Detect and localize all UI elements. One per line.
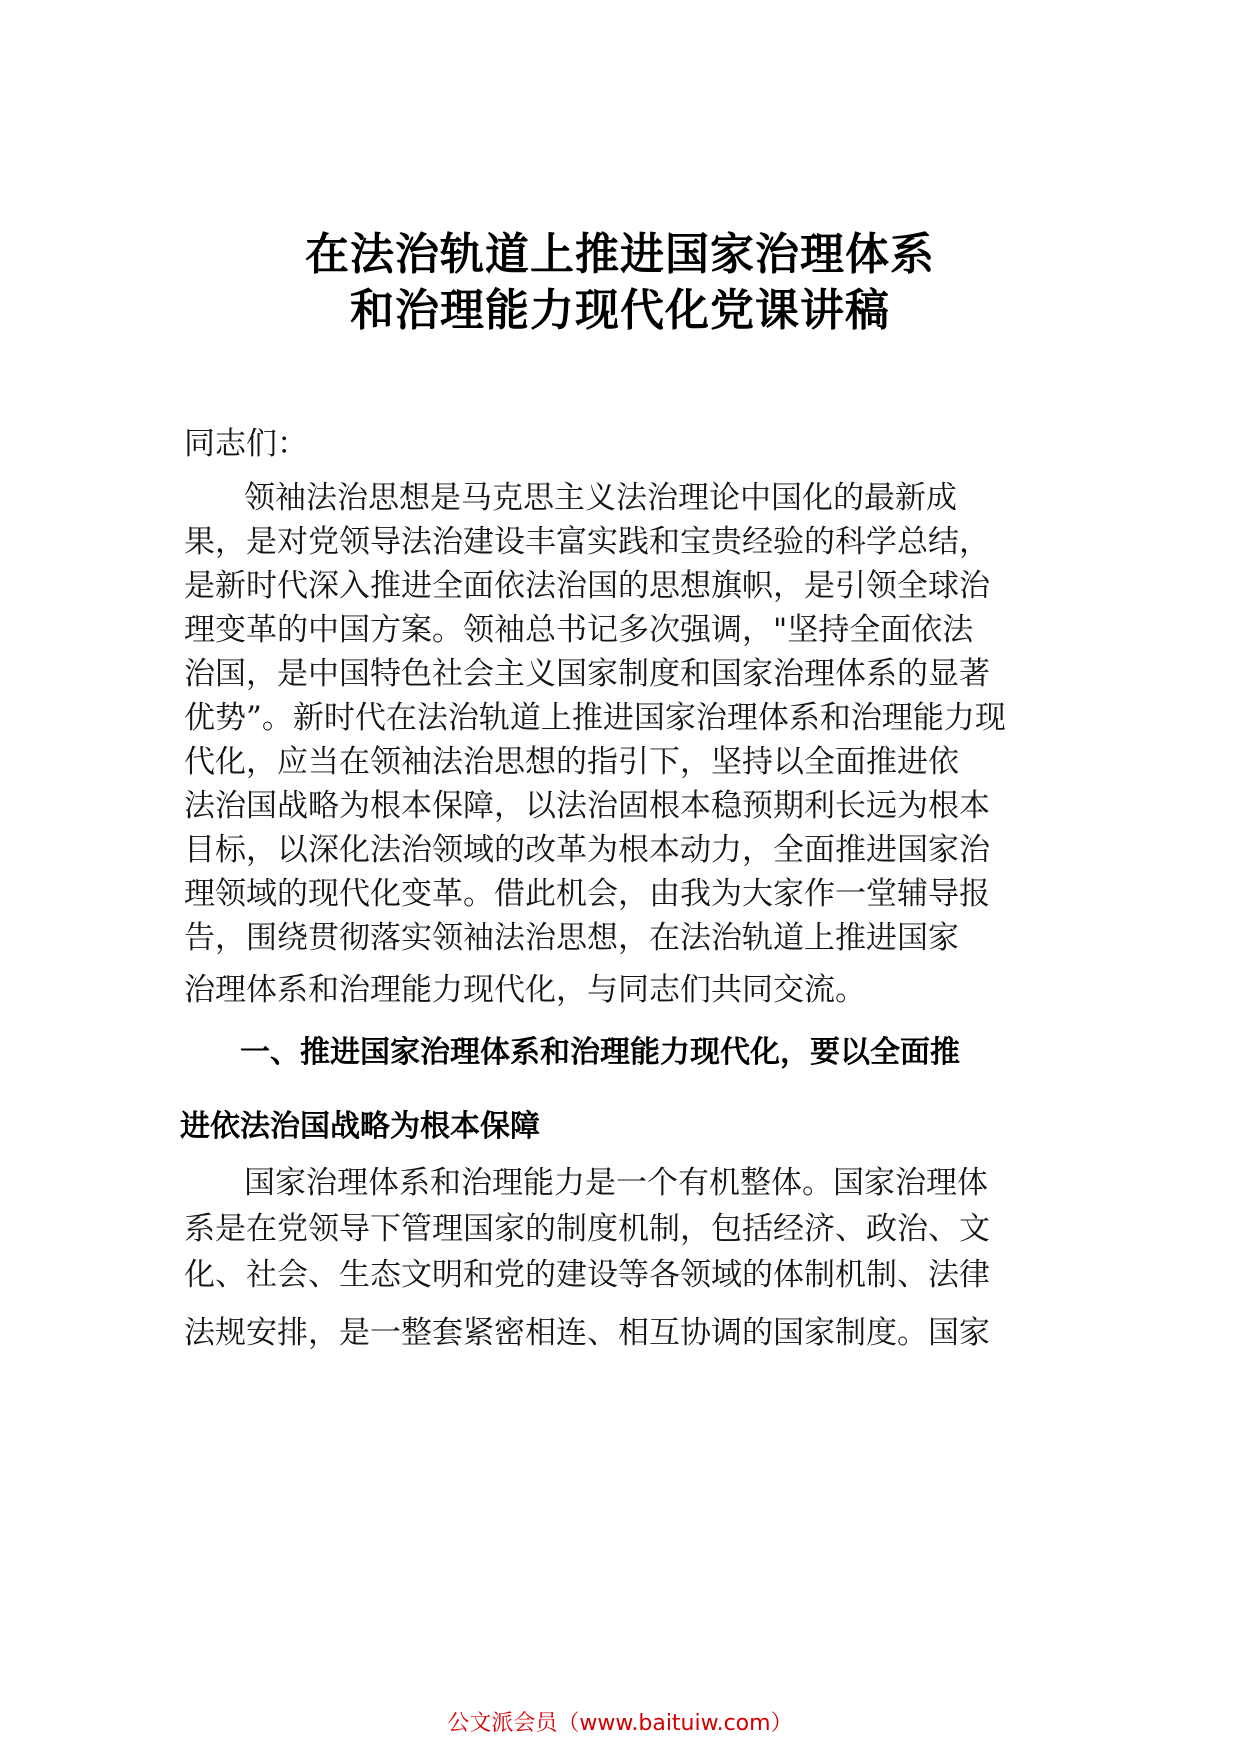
paragraph-1-line: 告，围绕贯彻落实领袖法治思想，在法治轨道上推进国家 [184,920,959,956]
footer-watermark: 公文派会员（www.baituiw.com） [447,1711,793,1736]
section-heading-1-line: 进依法治国战略为根本保障 [180,1109,540,1144]
paragraph-1-line: 果，是对党领导法治建设丰富实践和宝贵经验的科学总结， [184,524,990,560]
paragraph-1-line: 法治国战略为根本保障，以法治固根本稳预期利长远为根本 [184,788,990,824]
paragraph-2-line: 国家治理体系和治理能力是一个有机整体。国家治理体 [244,1165,988,1201]
salutation: 同志们： [184,426,308,462]
paragraph-1-line: 领袖法治思想是马克思主义法治理论中国化的最新成 [244,480,957,516]
paragraph-1-line: 治国，是中国特色社会主义国家制度和国家治理体系的显著 [184,656,990,692]
paragraph-1-line: 优势”。新时代在法治轨道上推进国家治理体系和治理能力现 [184,700,1006,736]
document-title-line-2: 和治理能力现代化党课讲稿 [350,285,890,336]
paragraph-2-line: 法规安排，是一整套紧密相连、相互协调的国家制度。国家 [184,1315,990,1351]
paragraph-2-line: 化、社会、生态文明和党的建设等各领域的体制机制、法律 [184,1257,990,1293]
document-title-line-1: 在法治轨道上推进国家治理体系 [305,229,935,280]
paragraph-1-line: 理领域的现代化变革。借此机会，由我为大家作一堂辅导报 [184,876,990,912]
section-heading-1-line: 一、推进国家治理体系和治理能力现代化，要以全面推 [240,1035,960,1070]
paragraph-1-line: 治理体系和治理能力现代化，与同志们共同交流。 [184,972,866,1008]
paragraph-1-line: 代化，应当在领袖法治思想的指引下，坚持以全面推进依 [184,744,959,780]
paragraph-1-line: 是新时代深入推进全面依法治国的思想旗帜，是引领全球治 [184,568,990,604]
paragraph-1-line: 目标，以深化法治领域的改革为根本动力，全面推进国家治 [184,832,990,868]
paragraph-1-line: 理变革的中国方案。领袖总书记多次强调，"坚持全面依法 [184,612,974,648]
paragraph-2-line: 系是在党领导下管理国家的制度机制，包括经济、政治、文 [184,1211,990,1247]
